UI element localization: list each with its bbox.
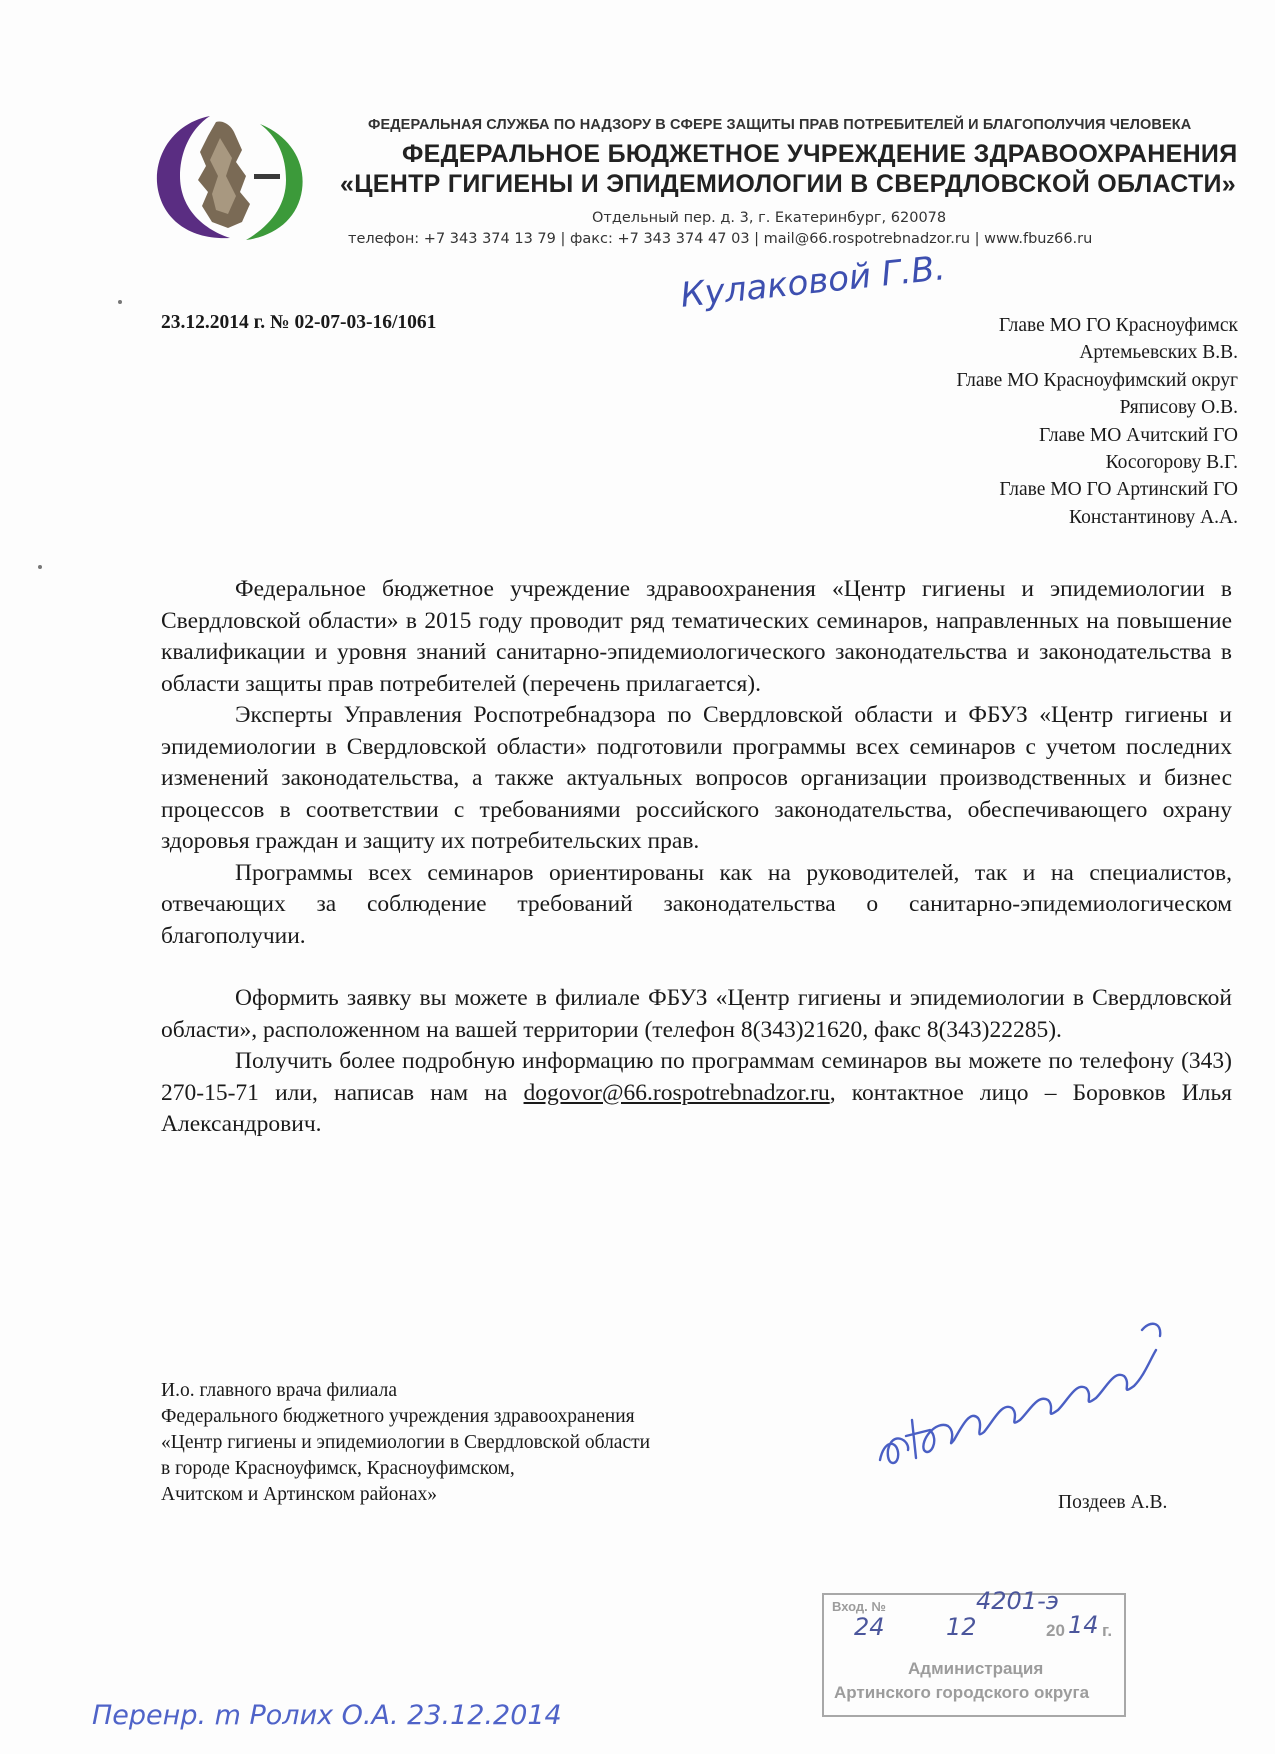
org-name-line1: ФЕДЕРАЛЬНОЕ БЮДЖЕТНОЕ УЧРЕЖДЕНИЕ ЗДРАВООХРАНЕНИЯ (402, 140, 1238, 168)
handwritten-resolution: Кулаковой Г.В. (678, 248, 948, 316)
signer-name: Поздеев А.В. (1058, 1492, 1168, 1513)
letter-body (161, 574, 1232, 1141)
addressee-line: Главе МО ГО Артинский ГО (999, 479, 1238, 501)
body-paragraph: Эксперты Управления Роспотребнадзора по Свердловской области и ФБУЗ «Центр гигиены и эпидемиологии в Свердловской области» подготовили программы всех семинаров с учетом последних изменений законодательства, а также актуальных вопросов организации производственных и бизнес процессов в соответствии с требованиями российского законодательства, обеспечивающего охрану здоровья граждан и защиту их потребительских прав. (161, 702, 1232, 854)
signature-line: в городе Красноуфимск, Красноуфимском, (161, 1458, 515, 1479)
signature-title-block (161, 1378, 650, 1508)
body-paragraph: Программы всех семинаров ориентированы как на руководителей, так и на специалистов, отвечающих за соблюдение требований законодательства о санитарно-эпидемиологическом благополучии. (161, 859, 1232, 949)
addressee-line: Косогорову В.Г. (1105, 452, 1238, 474)
registration-stamp (822, 1587, 1126, 1717)
addressee-line: Главе МО Ачитский ГО (1039, 424, 1238, 446)
body-paragraph: Оформить заявку вы можете в филиале ФБУЗ «Центр гигиены и эпидемиологии в Свердловской области», расположенном на вашей территории (телефон 8(343)21620, факс 8(343)22285). (161, 985, 1232, 1043)
body-text-span: Получить более подробную информацию по программам семинаров вы можете по телефону (343) 270-15-71 или, написав нам на (161, 1048, 1232, 1106)
stamp-number: 4201-э (976, 1587, 1059, 1615)
addressees-block (718, 312, 1238, 531)
signature-line: «Центр гигиены и эпидемиологии в Свердловской области (161, 1432, 651, 1453)
addressee-line: Артемьевских В.В. (1079, 342, 1238, 364)
stamp-year-prefix: 20 (1046, 1621, 1065, 1640)
stamp-year-suffix: г. (1102, 1621, 1113, 1640)
handwritten-signature (870, 1290, 1190, 1480)
stamp-year: 14 (1068, 1611, 1099, 1639)
body-paragraph (161, 1046, 1232, 1141)
signature-line: И.о. главного врача филиала (161, 1380, 397, 1401)
org-name-line2: «ЦЕНТР ГИГИЕНЫ И ЭПИДЕМИОЛОГИИ В СВЕРДЛОВСКОЙ ОБЛАСТИ» (340, 170, 1236, 198)
organization-logo (150, 110, 320, 245)
email-link[interactable]: dogovor@66.rospotrebnadzor.ru (523, 1079, 830, 1106)
document-number: 23.12.2014 г. № 02-07-03-16/1061 (161, 312, 437, 333)
signature-line: Федерального бюджетного учреждения здравоохранения (161, 1406, 635, 1427)
addressee-line: Константинову А.А. (1069, 506, 1238, 528)
org-contacts: телефон: +7 343 374 13 79 | факс: +7 343 374 47 03 | mail@66.rospotrebnadzor.ru | www.fbuz66.ru (348, 231, 1093, 247)
addressee-line: Ряписову О.В. (1119, 397, 1238, 419)
stamp-day: 24 (854, 1613, 885, 1641)
body-text-span: , контактное лицо – Боровков Илья Александрович. (161, 1079, 1232, 1137)
stamp-label: Вход. № (832, 1599, 886, 1614)
addressee-line: Главе МО Красноуфимский округ (956, 369, 1238, 391)
stamp-line1: Администрация (908, 1659, 1044, 1678)
service-line: ФЕДЕРАЛЬНАЯ СЛУЖБА ПО НАДЗОРУ В СФЕРЕ ЗАЩИТЫ ПРАВ ПОТРЕБИТЕЛЕЙ И БЛАГОПОЛУЧИЯ ЧЕЛОВЕКА (368, 117, 1192, 133)
body-paragraph: Федеральное бюджетное учреждение здравоохранения «Центр гигиены и эпидемиологии в Свердловской области» в 2015 году проводит ряд тематических семинаров, направленных на повышение квалификации и уровня знаний санитарно-эпидемиологического законодательства и законодательства в области защиты прав потребителей (перечень прилагается). (161, 576, 1232, 697)
signature-line: Ачитском и Артинском районах» (161, 1484, 438, 1505)
stamp-line2: Артинского городского округа (834, 1683, 1090, 1702)
org-address: Отдельный пер. д. 3, г. Екатеринбург, 620078 (592, 210, 947, 226)
addressee-line: Главе МО ГО Красноуфимск (998, 315, 1238, 336)
scan-dot (38, 565, 42, 569)
scan-dot (118, 300, 122, 304)
handwritten-footnote: Перенр. m Ролих О.А. 23.12.2014 (92, 1700, 562, 1731)
stamp-month: 12 (946, 1613, 977, 1641)
